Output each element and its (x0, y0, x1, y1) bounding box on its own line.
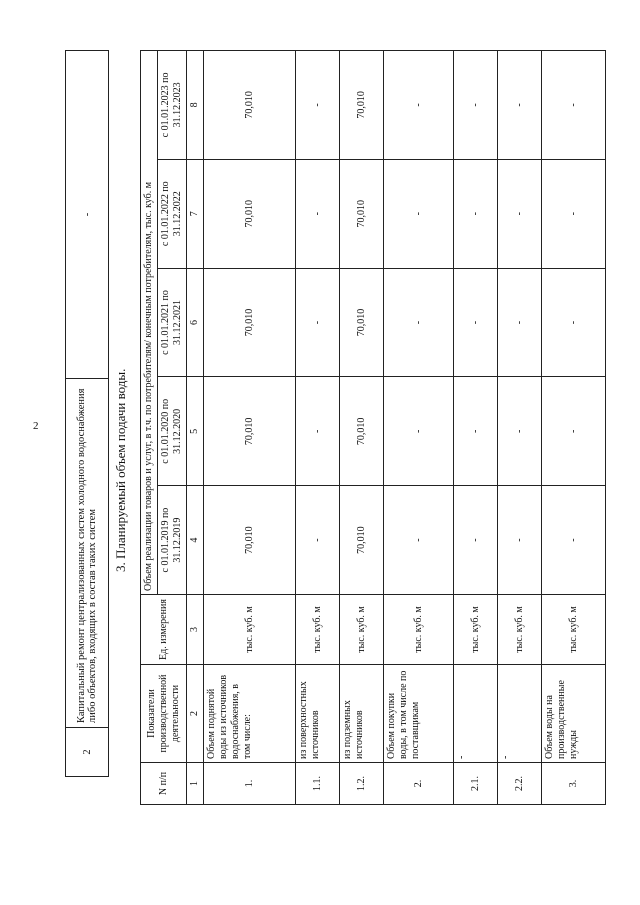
row-value: - (296, 486, 340, 595)
row-value: 70,010 (340, 377, 384, 486)
row-value: 70,010 (340, 159, 384, 268)
header-period: с 01.01.2020 по 31.12.2020 (158, 377, 187, 486)
row-value: - (498, 486, 542, 595)
row-name: Объем воды на производственные нужды (542, 665, 606, 763)
table-row (384, 51, 454, 805)
col-number: 7 (187, 159, 204, 268)
table-row (204, 51, 296, 805)
table-row (340, 51, 384, 805)
main-table-wrapper (140, 50, 595, 805)
row-value: - (542, 377, 606, 486)
row-name: - (498, 665, 542, 763)
row-value: - (296, 268, 340, 377)
row-num: 1. (204, 763, 296, 805)
row-unit: тыс. куб. м (498, 595, 542, 665)
row-num: 1.1. (296, 763, 340, 805)
top-table (65, 50, 109, 777)
row-value: - (384, 268, 454, 377)
header-indicator: Показатели производственной деятельности (141, 665, 187, 763)
row-value: 70,010 (204, 486, 296, 595)
row-value: - (66, 51, 109, 379)
row-num: 2.1. (454, 763, 498, 805)
header-period: с 01.01.2022 по 31.12.2022 (158, 159, 187, 268)
top-table-wrapper (65, 50, 109, 777)
row-name: - (454, 665, 498, 763)
row-value: 70,010 (204, 268, 296, 377)
row-name: Объем покупки воды, в том числе по поставщикам (384, 665, 454, 763)
header-period: с 01.01.2023 по 31.12.2023 (158, 51, 187, 160)
header-num: N п/п (141, 763, 187, 805)
header-volume-group: Объем реализации товаров и услуг, в т.ч. по потребителям/ конечным потребителям, тыс. куб. м (141, 51, 158, 595)
table-row (498, 51, 542, 805)
row-value: - (454, 377, 498, 486)
row-number: 2 (66, 728, 109, 777)
row-value: 70,010 (340, 268, 384, 377)
header-period: с 01.01.2019 по 31.12.2019 (158, 486, 187, 595)
row-unit: тыс. куб. м (542, 595, 606, 665)
row-num: 1.2. (340, 763, 384, 805)
row-value: 70,010 (204, 51, 296, 160)
row-value: - (542, 268, 606, 377)
row-value: - (384, 377, 454, 486)
col-number: 3 (187, 595, 204, 665)
col-number: 2 (187, 665, 204, 763)
column-numbers-row (187, 51, 204, 805)
col-number: 4 (187, 486, 204, 595)
row-value: - (454, 486, 498, 595)
row-name: из подземных источников (340, 665, 384, 763)
col-number: 6 (187, 268, 204, 377)
row-value: 70,010 (340, 51, 384, 160)
row-value: 70,010 (340, 486, 384, 595)
table-row (542, 51, 606, 805)
row-value: - (454, 268, 498, 377)
col-number: 8 (187, 51, 204, 160)
row-unit: тыс. куб. м (384, 595, 454, 665)
row-num: 2.2. (498, 763, 542, 805)
header-period: с 01.01.2021 по 31.12.2021 (158, 268, 187, 377)
row-value: - (498, 159, 542, 268)
table-row (454, 51, 498, 805)
header-row (141, 51, 158, 805)
row-value: - (296, 377, 340, 486)
row-value: - (296, 51, 340, 160)
row-value: - (498, 268, 542, 377)
table-row (66, 51, 109, 777)
row-unit: тыс. куб. м (204, 595, 296, 665)
row-value: - (542, 51, 606, 160)
row-name: Объем поднятой воды из источников водоснабжения, в том числе: (204, 665, 296, 763)
row-num: 2. (384, 763, 454, 805)
row-value: - (384, 486, 454, 595)
row-value: - (296, 159, 340, 268)
col-number: 1 (187, 763, 204, 805)
row-text: Капитальный ремонт централизованных систем холодного водоснабжения либо объектов, входящих в состав таких систем (66, 379, 109, 728)
water-supply-table (140, 50, 606, 805)
section-heading: 3. Планируемый объем подачи воды. (113, 368, 128, 572)
row-num: 3. (542, 763, 606, 805)
row-value: - (384, 51, 454, 160)
row-unit: тыс. куб. м (454, 595, 498, 665)
row-value: - (542, 486, 606, 595)
row-unit: тыс. куб. м (340, 595, 384, 665)
col-number: 5 (187, 377, 204, 486)
row-unit: тыс. куб. м (296, 595, 340, 665)
row-value: - (498, 51, 542, 160)
row-value: - (454, 51, 498, 160)
page-number: 2 (33, 420, 39, 432)
row-value: - (542, 159, 606, 268)
row-value: - (498, 377, 542, 486)
row-name: из поверхностных источников (296, 665, 340, 763)
row-value: 70,010 (204, 377, 296, 486)
row-value: - (384, 159, 454, 268)
row-value: - (454, 159, 498, 268)
header-unit: Ед. измерения (141, 595, 187, 665)
row-value: 70,010 (204, 159, 296, 268)
table-row (296, 51, 340, 805)
